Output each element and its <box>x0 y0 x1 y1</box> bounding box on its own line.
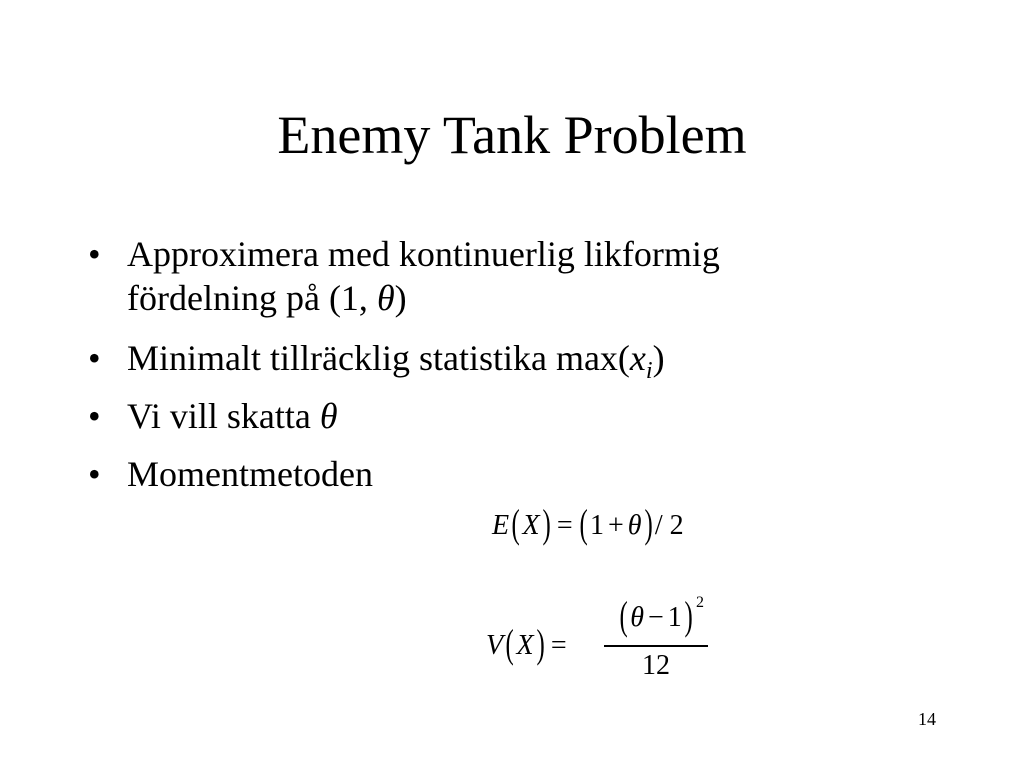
eq-one: 1 <box>590 510 604 541</box>
bullet-text-line1: Approximera med kontinuerlig likformig <box>127 234 720 274</box>
page-number: 14 <box>918 709 936 729</box>
eq-variable-x: X <box>516 630 534 661</box>
eq-theta: θ <box>630 602 644 633</box>
bullet-item-sufficient-statistic <box>88 336 908 385</box>
fraction-denominator: 12 <box>642 650 670 681</box>
variance-equation <box>486 592 716 692</box>
theta-symbol: θ <box>376 278 395 318</box>
eq-equals: = <box>556 510 573 541</box>
bullet-text: Momentmetoden <box>127 454 373 494</box>
eq-variable-x: X <box>522 510 540 541</box>
bullet-text: Minimalt tillräcklig statistika max( <box>127 338 630 378</box>
eq-paren: ( <box>579 501 588 546</box>
bullet-marker: • <box>88 234 101 274</box>
eq-one: 1 <box>667 602 682 633</box>
eq-two: 2 <box>669 510 684 541</box>
bullet-marker: • <box>88 396 101 436</box>
eq-paren: ) <box>684 593 693 638</box>
bullet-list <box>88 232 908 515</box>
bullet-marker: • <box>88 338 101 378</box>
eq-paren: ) <box>644 501 653 546</box>
bullet-item-method-of-moments <box>88 452 908 496</box>
eq-slash: / <box>654 510 663 541</box>
variable-x: x <box>629 338 646 378</box>
bullet-text-close: ) <box>652 338 665 378</box>
subscript-i: i <box>645 358 653 385</box>
eq-plus: + <box>608 510 624 541</box>
theta-symbol: θ <box>319 396 338 436</box>
eq-paren: ( <box>511 501 520 546</box>
eq-paren: ( <box>505 621 514 666</box>
eq-paren: ) <box>542 501 551 546</box>
bullet-text-line2: fördelning på (1, <box>127 278 377 318</box>
eq-function-e: E <box>492 510 510 541</box>
eq-exponent: 2 <box>696 594 704 611</box>
eq-minus: − <box>647 602 664 633</box>
eq-theta: θ <box>627 510 642 541</box>
bullet-item-estimate-theta <box>88 394 908 438</box>
bullet-text-close: ) <box>394 278 407 318</box>
bullet-marker: • <box>88 454 101 494</box>
fraction-numerator <box>604 592 708 642</box>
bullet-item-approximate <box>88 232 908 320</box>
slide-title: Enemy Tank Problem <box>277 105 747 165</box>
variance-lhs <box>486 620 571 670</box>
eq-function-v: V <box>486 630 504 661</box>
eq-paren: ( <box>619 593 628 638</box>
eq-paren: ) <box>536 621 545 666</box>
eq-equals: = <box>550 630 567 661</box>
expectation-equation <box>492 500 684 550</box>
bullet-text: Vi vill skatta <box>127 396 320 436</box>
